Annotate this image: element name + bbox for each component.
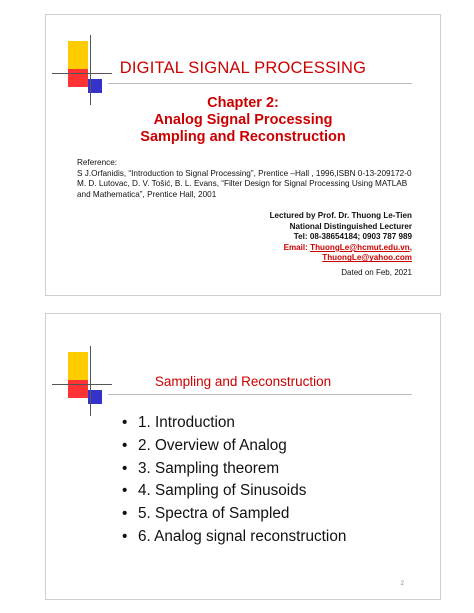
email-label: Email:: [283, 242, 311, 252]
decorative-squares: [46, 314, 126, 414]
list-item: • 2. Overview of Analog: [122, 435, 346, 458]
list-item: • 1. Introduction: [122, 412, 346, 435]
lecturer-email: [270, 243, 412, 254]
dated-text: Dated on Feb, 2021: [341, 268, 412, 277]
chapter-heading: Chapter 2:: [207, 95, 279, 111]
email-link-2[interactable]: ThuongLe@yahoo.com: [322, 253, 412, 263]
reference-label: Reference:: [77, 158, 118, 167]
bullet-icon: •: [122, 482, 128, 500]
list-item: • 5. Spectra of Sampled: [122, 503, 346, 526]
reference-item-2b: and Mathematica”, Prentice Hall, 2001: [77, 189, 217, 199]
bullet-icon: •: [122, 505, 128, 523]
title-divider: [108, 394, 412, 395]
slide-title: Sampling and Reconstruction: [154, 374, 332, 389]
reference-item-1: S J.Orfanidis, “Introduction to Signal Processing”, Prentice –Hall , 1996,ISBN 0-13-209172-0: [77, 168, 412, 178]
outline-list: [122, 412, 346, 549]
chapter-subtitle-2: Sampling and Reconstruction: [140, 129, 346, 145]
bullet-icon: •: [122, 459, 128, 477]
bullet-icon: •: [122, 527, 128, 545]
lecturer-block: [270, 211, 412, 264]
email-link-1[interactable]: ThuongLe@hcmut.edu.vn: [310, 242, 410, 252]
list-item: • 4. Sampling of Sinusoids: [122, 480, 346, 503]
chapter-subtitle-1: Analog Signal Processing: [153, 112, 333, 128]
slide-1: [45, 14, 441, 296]
page-number: 2: [400, 581, 404, 587]
reference-block: [77, 158, 437, 200]
reference-item-2a: M. D. Lutovac, D. V. Tošić, B. L. Evans, “Filter Design for Signal Processing Using MATLAB: [77, 179, 408, 189]
slide-title: DIGITAL SIGNAL PROCESSING: [119, 59, 367, 77]
lecturer-tel: Tel: 08-38654184; 0903 787 989: [293, 232, 412, 242]
bullet-icon: •: [122, 436, 128, 454]
slide-2: [45, 313, 441, 600]
email-separator: ,: [409, 242, 412, 252]
title-divider: [108, 83, 412, 84]
list-item: • 3. Sampling theorem: [122, 458, 346, 481]
lecturer-name: Lectured by Prof. Dr. Thuong Le-Tien: [269, 211, 412, 220]
bullet-icon: •: [122, 414, 128, 431]
list-item: • 6. Analog signal reconstruction: [122, 526, 346, 549]
lecturer-title: National Distinguished Lecturer: [289, 221, 412, 231]
